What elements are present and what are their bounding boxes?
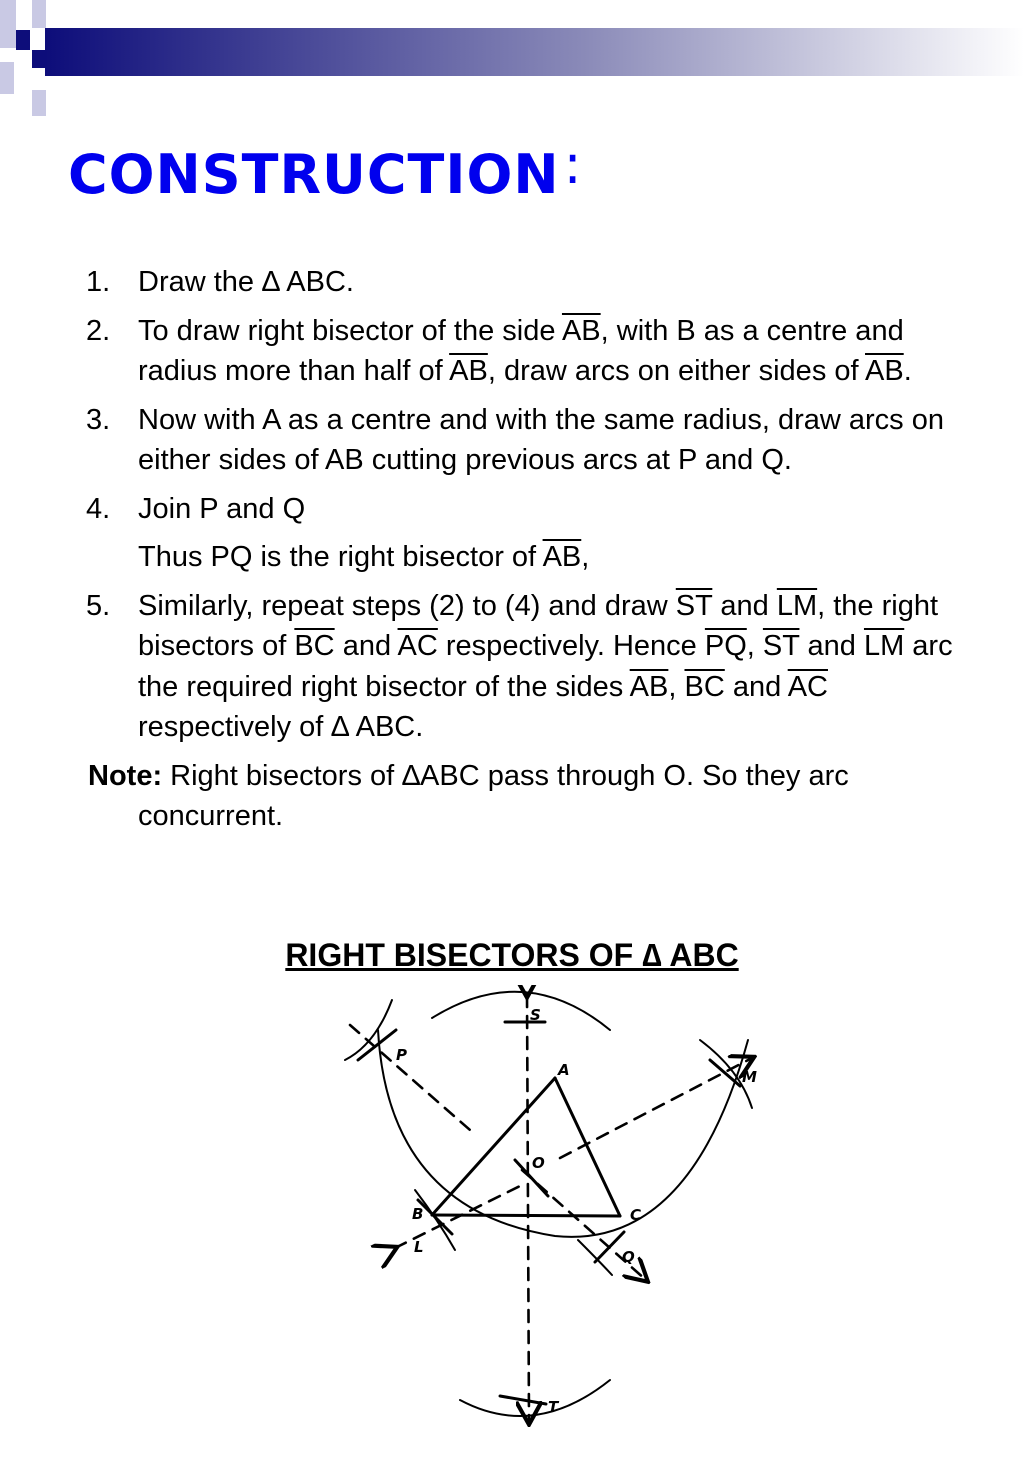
label-p: P — [396, 1046, 407, 1064]
arc-bottom — [460, 1380, 610, 1416]
label-m: M — [742, 1068, 757, 1086]
step-item: 5. Similarly, repeat steps (2) to (4) and draw $\overline{ST}$ and $\overline{LM}$, the right bisectors of $\overline{BC}$ and $\overline{AC}$ respectively. Hence $\overline{PQ}$, $\overline{ST}$ and $\overline{LM}$ arc the required right bisector of the sides $\overline{AB}$, $\overline{BC}$ and $\overline{AC}$ respectively of ∆ ABC. — [86, 589, 953, 743]
step-item: 2. To draw right bisector of the side $\overline{AB}$, with B as a centre and radius more than half of $\overline{AB}$, draw arcs on either sides of $\overline{AB}$. — [86, 314, 912, 387]
construction-figure — [0, 985, 1024, 1479]
page-title: CONSTRUCTION: — [68, 133, 583, 206]
note-label: Note: — [88, 759, 163, 792]
label-c: C — [630, 1206, 642, 1224]
note — [88, 756, 978, 837]
figure-title: RIGHT BISECTORS OF ∆ ABC — [285, 937, 739, 973]
label-l: L — [414, 1238, 424, 1256]
label-o: O — [532, 1154, 545, 1172]
label-b: B — [412, 1205, 424, 1223]
bisector-st — [527, 995, 529, 1422]
step-item: 1. Draw the ∆ ABC. — [86, 266, 354, 298]
label-t: T — [548, 1398, 559, 1416]
note-text: Right bisectors of ∆ABC pass through O. So they arc concurrent. — [138, 759, 849, 832]
label-s: S — [530, 1006, 541, 1024]
slide-header-decoration — [0, 0, 1024, 120]
construction-steps — [86, 262, 978, 845]
side-ac — [555, 1078, 620, 1216]
step-item: Thus PQ is the right bisector of $\overline{AB}$, — [138, 541, 590, 573]
step-item: 4. Join P and Q — [86, 492, 306, 525]
step-item: 3. Now with A as a centre and with the same radius, draw arcs on either sides of AB cutting previous arcs at P and Q. — [86, 403, 944, 476]
label-a: A — [558, 1061, 570, 1079]
bisector-pq — [350, 1025, 470, 1130]
arc-top — [432, 992, 610, 1030]
label-q: Q — [622, 1248, 635, 1266]
